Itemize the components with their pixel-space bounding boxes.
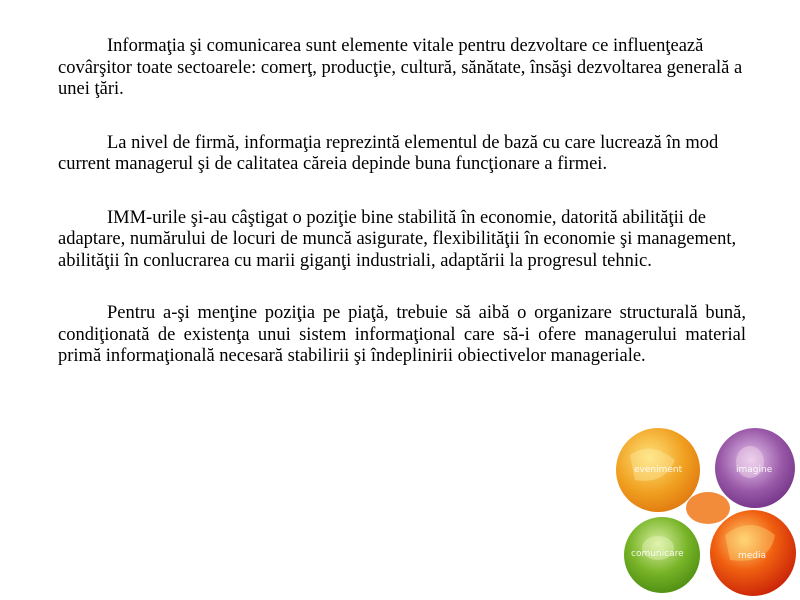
imagine-label: imagine — [736, 465, 773, 475]
decorative-circles-image — [600, 420, 800, 600]
paragraph-4: Pentru a-şi menţine poziţia pe piaţă, trebuie să aibă o organizare structurală bună, condiţionată de existenţa unui sistem informaţional care să-i ofere managerului material primă informaţională necesară stabilirii şi îndeplinirii obiectivelor manageriale. — [58, 303, 746, 366]
document-body — [58, 36, 746, 401]
paragraph-2: La nivel de firmă, informaţia reprezintă elementul de bază cu care lucrează în mod current managerul şi de calitatea căreia depinde buna funcţionare a firmei. — [58, 132, 719, 174]
paragraph-1: Informaţia şi comunicarea sunt elemente vitale pentru dezvoltare ce influenţează covârşitor toate sectoarele: comerţ, producţie, cultură, sănătate, însăşi dezvoltarea generală a unei ţări. — [58, 36, 743, 99]
paragraph-3: IMM-urile şi-au câştigat o poziţie bine stabilită în economie, datorită abilităţii de adaptare, numărului de locuri de muncă asigurate, flexibilităţii în economie şi management, abilităţii în conlucrarea cu marii giganţi industriali, adaptării la progresul tehnic. — [58, 207, 737, 271]
eveniment-label: eveniment — [634, 465, 683, 475]
connector-shape — [686, 492, 730, 524]
media-label: media — [738, 551, 767, 561]
comunicare-label: comunicare — [631, 549, 684, 559]
